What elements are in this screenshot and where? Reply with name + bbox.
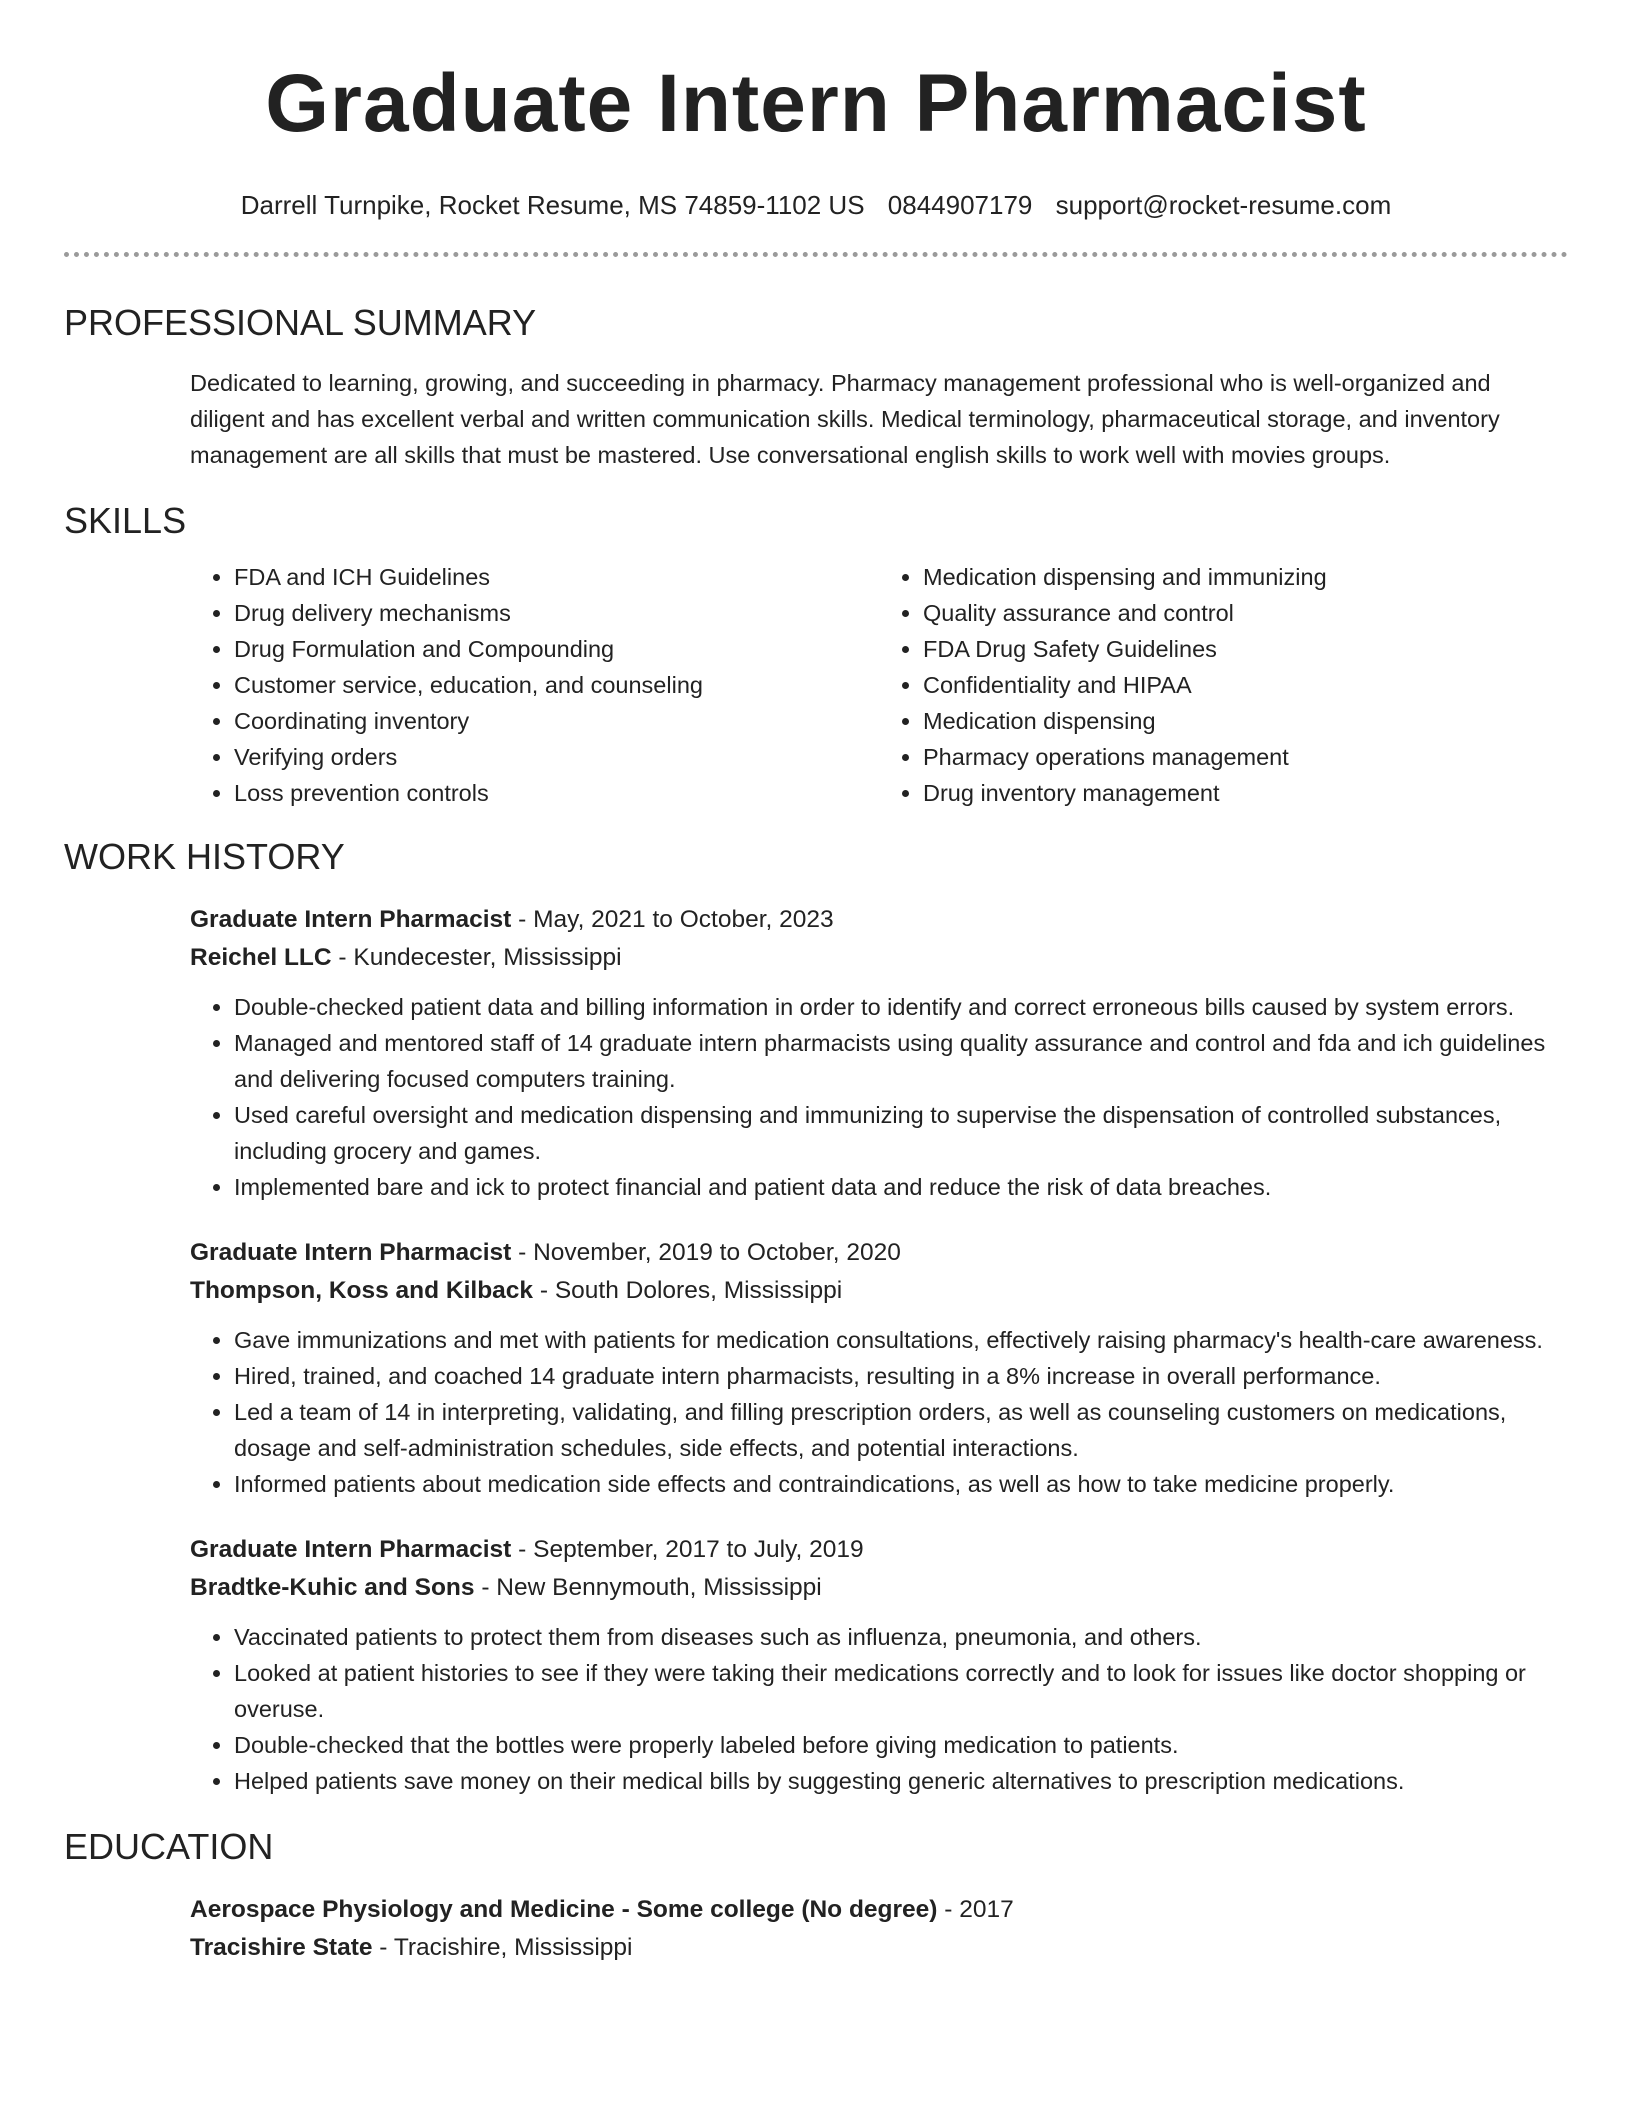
job-dates: - September, 2017 to July, 2019 (511, 1536, 864, 1563)
skill-item: • Quality assurance and control (923, 595, 1568, 631)
job-title-line (190, 1234, 1568, 1272)
job-entry (190, 901, 1568, 1205)
job-company: Thompson, Koss and Kilback (190, 1277, 534, 1304)
job-title: Graduate Intern Pharmacist (190, 1239, 512, 1266)
job-dates: - November, 2019 to October, 2020 (511, 1239, 901, 1266)
job-company-line (190, 939, 1568, 977)
education-school: Tracishire State (190, 1934, 373, 1961)
skill-item: • Coordinating inventory (234, 703, 879, 739)
job-location: - New Bennymouth, Mississippi (474, 1574, 822, 1601)
job-bullet: • Looked at patient histories to see if they were taking their medications correctly and to look for issues like doctor shopping or overuse. (234, 1655, 1568, 1727)
education-location: - Tracishire, Mississippi (372, 1934, 633, 1961)
job-location: - South Dolores, Mississippi (533, 1277, 843, 1304)
job-entry (190, 1531, 1568, 1799)
education-degree: Aerospace Physiology and Medicine - Some college (No degree) (190, 1896, 938, 1923)
section-heading-work-history: WORK HISTORY (64, 836, 345, 877)
job-bullet: • Hired, trained, and coached 14 graduate intern pharmacists, resulting in a 8% increase in overall performance. (234, 1358, 1568, 1394)
skill-item: • Pharmacy operations management (923, 739, 1568, 775)
job-bullets (190, 989, 1568, 1205)
job-company: Bradtke-Kuhic and Sons (190, 1574, 475, 1601)
section-heading-summary: PROFESSIONAL SUMMARY (64, 302, 537, 343)
job-location: - Kundecester, Mississippi (331, 944, 622, 971)
skills-list (190, 559, 1568, 811)
job-bullets (190, 1619, 1568, 1799)
skill-item: • Customer service, education, and counseling (234, 667, 879, 703)
job-bullet: • Informed patients about medication side effects and contraindications, as well as how to take medicine properly. (234, 1466, 1568, 1502)
job-bullet: • Vaccinated patients to protect them from diseases such as influenza, pneumonia, and others. (234, 1619, 1568, 1655)
education-entry (190, 1891, 1568, 1967)
skill-item: • FDA Drug Safety Guidelines (923, 631, 1568, 667)
skill-item: • Drug inventory management (923, 775, 1568, 811)
contact-address: Darrell Turnpike, Rocket Resume, MS 74859-1102 US (240, 190, 865, 220)
job-bullet: • Managed and mentored staff of 14 graduate intern pharmacists using quality assurance and control and fda and ich guidelines and delivering focused computers training. (234, 1025, 1568, 1097)
job-bullet: • Helped patients save money on their medical bills by suggesting generic alternatives to prescription medications. (234, 1763, 1568, 1799)
job-title: Graduate Intern Pharmacist (190, 1536, 512, 1563)
header-divider (64, 252, 1568, 257)
job-title-line (190, 1531, 1568, 1569)
resume-title: Graduate Intern Pharmacist (265, 58, 1367, 149)
education-degree-line (190, 1891, 1568, 1929)
contact-line (64, 188, 1568, 222)
section-heading-education: EDUCATION (64, 1826, 274, 1867)
resume-page (64, 0, 1568, 1967)
contact-phone: 0844907179 (887, 190, 1033, 220)
job-bullets (190, 1322, 1568, 1502)
job-bullet: • Gave immunizations and met with patients for medication consultations, effectively raising pharmacy's health-care awareness. (234, 1322, 1568, 1358)
job-bullet: • Used careful oversight and medication dispensing and immunizing to supervise the dispensation of controlled substances, including grocery and games. (234, 1097, 1568, 1169)
job-bullet: • Led a team of 14 in interpreting, validating, and filling prescription orders, as well as counseling customers on medications, dosage and self-administration schedules, side effects, and potential interactions. (234, 1394, 1568, 1466)
skill-item: • Drug Formulation and Compounding (234, 631, 879, 667)
job-company-line (190, 1272, 1568, 1310)
job-title: Graduate Intern Pharmacist (190, 906, 512, 933)
education-school-line (190, 1929, 1568, 1967)
job-bullet: • Double-checked patient data and billing information in order to identify and correct erroneous bills caused by system errors. (234, 989, 1568, 1025)
skill-item: • Loss prevention controls (234, 775, 879, 811)
skill-item: • Verifying orders (234, 739, 879, 775)
skills-column-left (190, 559, 879, 811)
skill-item: • Medication dispensing and immunizing (923, 559, 1568, 595)
summary-text: Dedicated to learning, growing, and succeeding in pharmacy. Pharmacy management professional who is well-organized and diligent and has excellent verbal and written communication skills. Medical terminology, pharmaceutical storage, and inventory management are all skills that must be mastered. Use conversational english skills to work well with movies groups. (190, 370, 1500, 468)
skill-item: • FDA and ICH Guidelines (234, 559, 879, 595)
job-company-line (190, 1569, 1568, 1607)
education-year: - 2017 (937, 1896, 1014, 1923)
skill-item: • Confidentiality and HIPAA (923, 667, 1568, 703)
skills-column-right (879, 559, 1568, 811)
job-company: Reichel LLC (190, 944, 332, 971)
skill-item: • Medication dispensing (923, 703, 1568, 739)
job-dates: - May, 2021 to October, 2023 (511, 906, 834, 933)
job-entry (190, 1234, 1568, 1502)
skill-item: • Drug delivery mechanisms (234, 595, 879, 631)
job-bullet: • Implemented bare and ick to protect financial and patient data and reduce the risk of data breaches. (234, 1169, 1568, 1205)
contact-email[interactable]: support@rocket-resume.com (1055, 190, 1392, 220)
job-title-line (190, 901, 1568, 939)
section-heading-skills: SKILLS (64, 500, 187, 541)
job-bullet: • Double-checked that the bottles were properly labeled before giving medication to patients. (234, 1727, 1568, 1763)
